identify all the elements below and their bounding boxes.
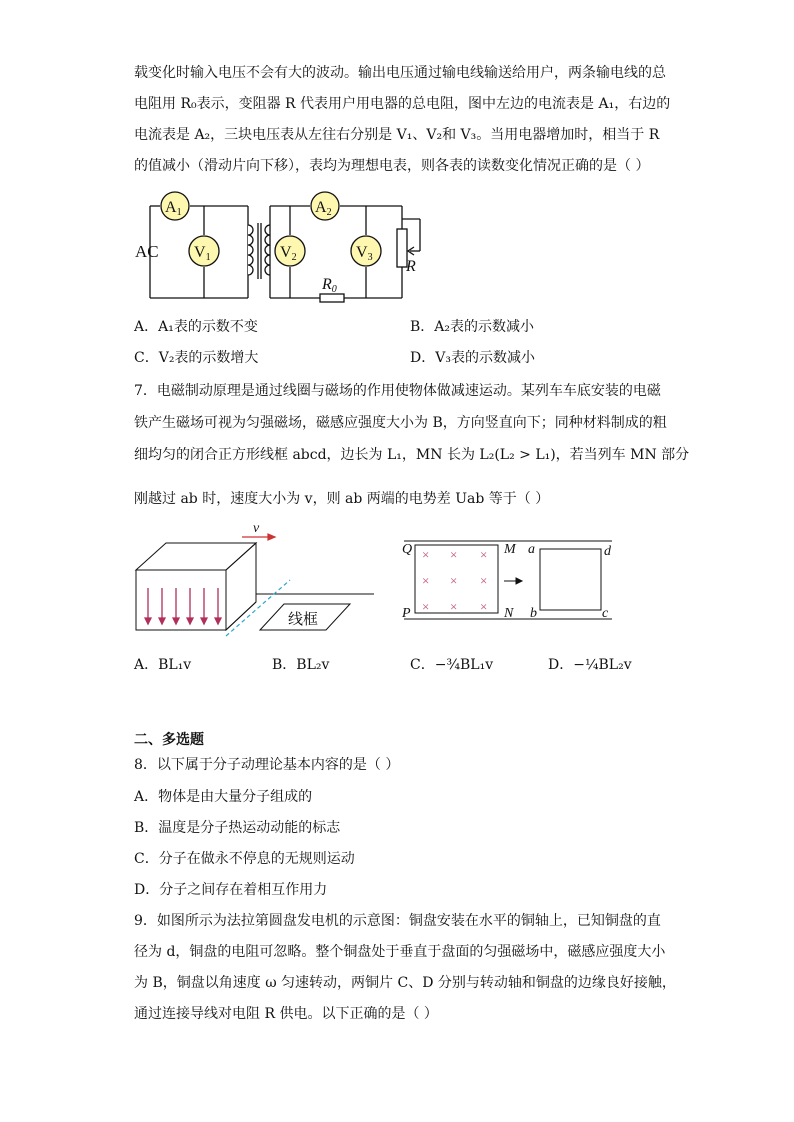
q7-option-a[interactable]: A．BL₁v: [134, 657, 192, 673]
v2-label: V: [280, 244, 292, 261]
svg-text:×: ×: [480, 573, 488, 588]
q6-line-4: 的值减小（滑动片向下移），表均为理想电表，则各表的读数变化情况正确的是（ ）: [134, 158, 650, 174]
velocity-label: v: [253, 521, 260, 536]
q6-option-b[interactable]: B．A₂表的示数减小: [410, 319, 535, 335]
v1-label: V: [194, 244, 206, 261]
q6-option-d[interactable]: D．V₃表的示数减小: [410, 350, 535, 366]
q6-line-3: 电流表是 A₂，三块电压表从左往右分别是 V₁、V₂和 V₃。当用电器增加时，相当于 R: [134, 127, 660, 143]
svg-text:R0: [321, 276, 337, 295]
r0-sub: 0: [331, 284, 337, 295]
q7-line-3: 细均匀的闭合正方形线框 abcd，边长为 L₁，MN 长为 L₂(L₂ > L₁)，若当列车 MN 部分: [134, 447, 690, 463]
q8-option-c[interactable]: C．分子在做永不停息的无规则运动: [134, 851, 355, 867]
v2-sub: 2: [291, 252, 297, 263]
q9-line-2: 径为 d，铜盘的电阻可忽略。整个铜盘处于垂直于盘面的匀强磁场中，磁感应强度大小: [134, 944, 666, 960]
r-label: R: [406, 258, 416, 275]
q9-line-4: 通过连接导线对电阻 R 供电。以下正确的是（ ）: [134, 1006, 438, 1022]
q6-option-c[interactable]: C．V₂表的示数增大: [134, 350, 259, 366]
label-a: a: [528, 542, 535, 557]
section-title: 二、多选题: [134, 732, 204, 748]
svg-text:×: ×: [480, 599, 488, 614]
q7-option-c[interactable]: C．−¾BL₁v: [410, 657, 494, 673]
frame-label: 线框: [288, 612, 319, 628]
svg-text:×: ×: [422, 547, 430, 562]
q6-option-a[interactable]: A．A₁表的示数不变: [134, 319, 258, 335]
label-q: Q: [402, 542, 413, 557]
svg-text:×: ×: [422, 573, 430, 588]
q8-option-d[interactable]: D．分子之间存在着相互作用力: [134, 882, 328, 898]
q6-line-2: 电阻用 R₀表示，变阻器 R 代表用户用电器的总电阻，图中左边的电流表是 A₁，右边的: [134, 96, 671, 112]
q7-line-1: 7．电磁制动原理是通过线圈与磁场的作用使物体做减速运动。某列车车底安装的电磁: [134, 383, 661, 399]
field-crosses: [422, 547, 487, 614]
v1-sub: 1: [205, 252, 211, 263]
r0-label: R: [322, 276, 332, 293]
label-n: N: [504, 606, 514, 621]
q8-option-b[interactable]: B．温度是分子热运动动能的标志: [134, 820, 341, 836]
q9-line-3: 为 B，铜盘以角速度 ω 匀速转动，两铜片 C、D 分别与转动轴和铜盘的边缘良好接触，: [134, 975, 676, 991]
label-b: b: [530, 606, 537, 621]
svg-text:×: ×: [450, 573, 458, 588]
q9-line-1: 9．如图所示为法拉第圆盘发电机的示意图：铜盘安装在水平的铜轴上，已知铜盘的直: [134, 913, 661, 929]
a2-label: A: [315, 199, 327, 216]
transformer-circuit-diagram: [130, 185, 430, 305]
label-d: d: [604, 544, 611, 559]
q7-option-b[interactable]: B．BL₂v: [272, 657, 330, 673]
label-c: c: [602, 606, 609, 621]
q7-option-d[interactable]: D．−¼BL₂v: [548, 657, 632, 673]
a1-sub: 1: [176, 207, 182, 218]
q8-stem: 8．以下属于分子动理论基本内容的是（ ）: [134, 757, 400, 773]
q7-line-2: 铁产生磁场可视为匀强磁场，磁感应强度大小为 B，方向竖直向下；同种材料制成的粗: [134, 415, 667, 431]
v3-sub: 3: [367, 252, 373, 263]
svg-text:×: ×: [450, 599, 458, 614]
ac-source-label: AC: [135, 242, 159, 261]
train-magnet-figure: [130, 518, 380, 643]
v3-label: V: [356, 244, 368, 261]
label-m: M: [504, 542, 516, 557]
a1-label: A: [165, 199, 177, 216]
field-and-frame-figure: [400, 535, 620, 625]
a2-sub: 2: [326, 207, 332, 218]
magnetic-field-arrows: [145, 588, 221, 624]
svg-text:×: ×: [480, 547, 488, 562]
q8-option-a[interactable]: A．物体是由大量分子组成的: [134, 789, 313, 805]
q7-line-4: 刚越过 ab 时，速度大小为 v，则 ab 两端的电势差 Uab 等于（ ）: [134, 491, 550, 507]
svg-text:×: ×: [450, 547, 458, 562]
label-p: P: [402, 606, 411, 621]
q6-line-1: 载变化时输入电压不会有大的波动。输出电压通过输电线输送给用户，两条输电线的总: [134, 65, 666, 81]
svg-text:×: ×: [422, 599, 430, 614]
